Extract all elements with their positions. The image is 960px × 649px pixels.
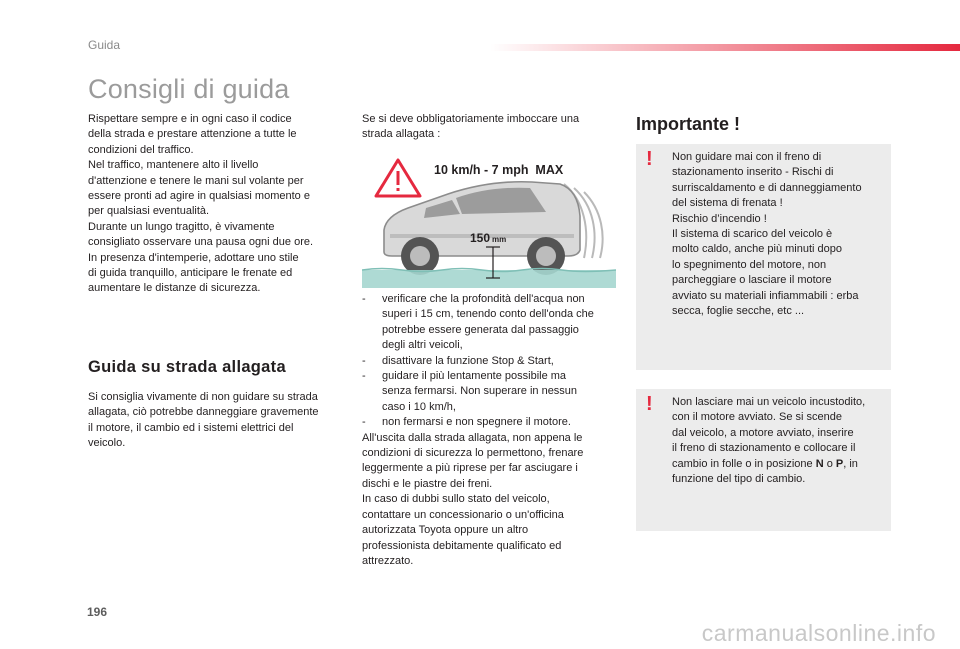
- closing-line: contattare un concessionario o un'officina: [362, 508, 564, 521]
- important-heading: Importante !: [636, 114, 741, 134]
- dash-bullet: -: [362, 370, 366, 383]
- watermark: carmanualsonline.info: [701, 620, 936, 646]
- flooded-road-paragraph: [88, 390, 342, 452]
- closing-line: All'uscita dalla strada allagata, non appena le: [362, 431, 583, 444]
- closing-line: dischi e le piastre dei freni.: [362, 477, 493, 490]
- flooded-line: allagata, ciò potrebbe danneggiare gravemente: [88, 406, 319, 419]
- lead-line: Se si deve obbligatoriamente imboccare una: [362, 113, 580, 125]
- closing-line: condizioni di sicurezza lo permettono, frenare: [362, 447, 584, 460]
- intro-line: della strada e prestare attenzione a tutte le: [88, 128, 297, 141]
- list-item-line: degli altri veicoli,: [382, 339, 463, 352]
- list-item-line: verificare che la profondità dell'acqua non: [382, 293, 585, 305]
- list-item-line: senza fermarsi. Non superare in nessun: [382, 385, 578, 398]
- intro-line: consigliato osservare una pausa ogni due ore.: [88, 236, 314, 249]
- warning-line: Non lasciare mai un veicolo incustodito,: [672, 396, 866, 408]
- list-item: [362, 292, 618, 354]
- page-number: 196: [87, 605, 108, 619]
- warning-line: il freno di stazionamento e collocare il: [672, 442, 856, 455]
- list-item-line: non fermarsi e non spegnere il motore.: [382, 416, 571, 429]
- intro-line: aumentare le distanze di sicurezza.: [88, 282, 261, 295]
- closing-line: attrezzato.: [362, 554, 414, 567]
- flooded-instructions: [362, 292, 618, 569]
- flooded-car-illustration: [362, 150, 616, 288]
- intro-line: Rispettare sempre e in ogni caso il codice: [88, 113, 292, 125]
- intro-line: condizioni del traffico.: [88, 143, 194, 156]
- flooded-line: il motore, il cambio ed i sistemi elettrici del: [88, 421, 294, 434]
- flooded-road-heading: Guida su strada allagata: [88, 358, 286, 376]
- closing-line: In caso di dubbi sullo stato del veicolo,: [362, 493, 550, 506]
- list-item: [362, 415, 618, 430]
- list-item-line: potrebbe essere generata dal passaggio: [382, 323, 579, 336]
- closing-line: autorizzata Toyota oppure un altro: [362, 524, 529, 537]
- warning-box-parking-brake: [636, 144, 891, 370]
- intro-line: d'attenzione e tenere le mani sul volante per: [88, 174, 304, 187]
- warning-line: stazionamento inserito - Rischi di: [672, 166, 834, 179]
- warning-text-part: o: [823, 457, 836, 470]
- gear-n: N: [815, 457, 824, 470]
- intro-line: essere pronti ad agire in qualsiasi momento e: [88, 190, 310, 203]
- warning-line: parcheggiare o lasciare il motore: [672, 274, 832, 287]
- intro-paragraph: [88, 112, 340, 297]
- warning-line: lo spegnimento del motore, non: [672, 258, 827, 271]
- warning-line: secca, foglie secche, etc ...: [672, 305, 805, 318]
- flooded-line: veicolo.: [88, 437, 126, 450]
- warning-text: [672, 150, 886, 319]
- list-item-line: disattivare la funzione Stop & Start,: [382, 354, 554, 367]
- dash-bullet: -: [362, 354, 366, 367]
- warning-line: avviato su materiali infiammabili : erba: [672, 289, 859, 302]
- warning-line: Il sistema di scarico del veicolo è: [672, 228, 833, 241]
- intro-line: per qualsiasi eventualità.: [88, 205, 210, 218]
- header-accent-rule: [490, 44, 960, 51]
- warning-line: [672, 457, 886, 472]
- intro-line: Nel traffico, mantenere alto il livello: [88, 159, 259, 172]
- flooded-line: Si consiglia vivamente di non guidare su strada: [88, 391, 318, 403]
- warning-line: Rischio d’incendio !: [672, 212, 767, 225]
- warning-box-unattended-vehicle: [636, 389, 891, 531]
- lead-line: strada allagata :: [362, 128, 441, 141]
- exclamation-icon: !: [646, 393, 653, 415]
- list-item-line: guidare il più lentamente possibile ma: [382, 370, 567, 383]
- dash-bullet: -: [362, 293, 366, 305]
- warning-text: [672, 395, 886, 487]
- warning-text-part: , in: [843, 457, 858, 470]
- speed-limit-label: 10 km/h - 7 mph MAX: [434, 163, 564, 177]
- list-item-line: superi i 15 cm, tenendo conto dell'onda che: [382, 308, 594, 321]
- intro-line: In presenza d'intemperie, adottare uno stile: [88, 251, 299, 264]
- list-item: [362, 369, 618, 415]
- section-label: Guida: [88, 38, 121, 52]
- gear-p: P: [835, 457, 844, 470]
- warning-line: molto caldo, anche più minuti dopo: [672, 243, 842, 256]
- dash-bullet: -: [362, 416, 366, 429]
- warning-line: con il motore avviato. Se si scende: [672, 411, 842, 424]
- warning-line: surriscaldamento e di danneggiamento: [672, 181, 862, 194]
- list-item: [362, 354, 618, 369]
- warning-line: funzione del tipo di cambio.: [672, 473, 806, 486]
- warning-line: dal veicolo, a motore avviato, inserire: [672, 426, 854, 439]
- intro-line: di guida tranquillo, anticipare le frenate ed: [88, 267, 293, 280]
- warning-line: del sistema di frenata !: [672, 197, 783, 210]
- depth-value: 150 mm: [470, 231, 507, 245]
- warning-text-part: cambio in folle o in posizione: [672, 457, 816, 470]
- warning-line: Non guidare mai con il freno di: [672, 151, 822, 163]
- closing-line: leggermente a più riprese per far asciugare i: [362, 462, 578, 475]
- page-title: Consigli di guida: [88, 74, 290, 104]
- intro-line: Durante un lungo tragitto, è vivamente: [88, 220, 275, 233]
- exclamation-icon: !: [646, 148, 653, 170]
- list-item-line: caso i 10 km/h,: [382, 400, 456, 413]
- flooded-lead-paragraph: [362, 112, 612, 143]
- closing-line: professionista debitamente qualificato ed: [362, 539, 562, 552]
